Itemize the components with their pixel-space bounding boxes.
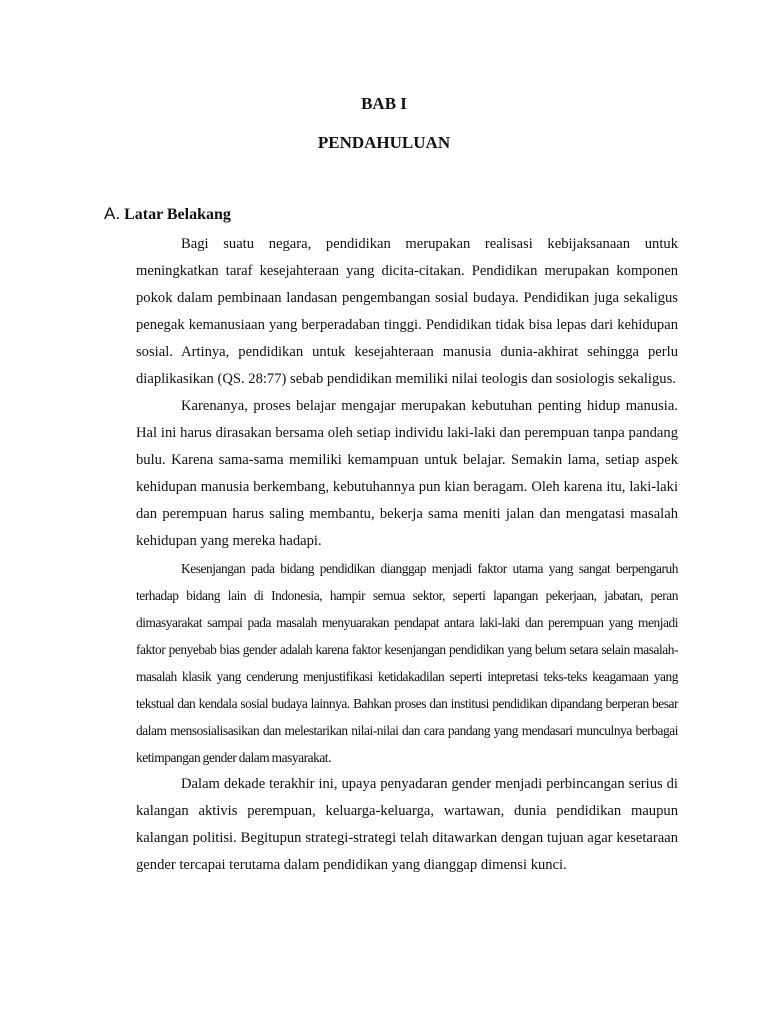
paragraph-2: Karenanya, proses belajar mengajar merupakan kebutuhan penting hidup manusia. Hal ini harus dirasakan bersama oleh setiap individu laki-laki dan perempuan tanpa pandang bulu. Karena sama-sama memiliki kemampuan untuk belajar. Semakin lama, setiap aspek kehidupan manusia berkembang, kebutuhannya pun kian beragam. Oleh karena itu, laki-laki dan perempuan harus saling membantu, bekerja sama meniti jalan dan mengatasi masalah kehidupan yang mereka hadapi. xyxy=(136,398,678,549)
chapter-number: BAB I xyxy=(361,94,407,113)
paragraph-1: Bagi suatu negara, pendidikan merupakan realisasi kebijaksanaan untuk meningkatkan taraf kesejahteraan yang dicita-citakan. Pendidikan merupakan komponen pokok dalam pembinaan landasan pengembangan sosial budaya. Pendidikan juga sekaligus penegak kemanusiaan yang berperadaban tinggi. Pendidikan tidak bisa lepas dari kehidupan sosial. Artinya, pendidikan untuk kesejahteraan manusia dunia-akhirat sehingga perlu diaplikasikan (QS. 28:77) sebab pendidikan memiliki nilai teologis dan sosiologis sekaligus. xyxy=(136,236,678,387)
section-heading xyxy=(104,204,231,224)
chapter-title: PENDAHULUAN xyxy=(317,133,451,152)
paragraph-4: Dalam dekade terakhir ini, upaya penyadaran gender menjadi perbincangan serius di kalangan aktivis perempuan, keluarga-keluarga, wartawan, dunia pendidikan maupun kalangan politisi. Begitupun strategi-strategi telah ditawarkan dengan tujuan agar kesetaraan gender tercapai terutama dalam pendidikan yang dianggap dimensi kunci. xyxy=(136,776,678,873)
section-title: Latar Belakang xyxy=(124,206,231,223)
body-text xyxy=(136,231,678,879)
section-letter: A. xyxy=(104,204,121,223)
paragraph-3: Kesenjangan pada bidang pendidikan dianggap menjadi faktor utama yang sangat berpengaruh terhadap bidang lain di Indonesia, hampir semua sektor, seperti lapangan pekerjaan, jabatan, peran dimasyarakat sampai pada masalah menyuarakan pendapat antara laki-laki dan perempuan yang menjadi faktor penyebab bias gender adalah karena faktor kesenjangan pendidikan yang belum setara selain masalah-masalah klasik yang cenderung menjustifikasi ketidakadilan seperti intepretasi teks-teks keagamaan yang tekstual dan kendala sosial budaya lainnya. Bahkan proses dan institusi pendidikan dipandang berperan besar dalam mensosialisasikan dan melestarikan nilai-nilai dan cara pandang yang mendasari munculnya berbagai ketimpangan gender dalam masyarakat. xyxy=(136,561,678,765)
